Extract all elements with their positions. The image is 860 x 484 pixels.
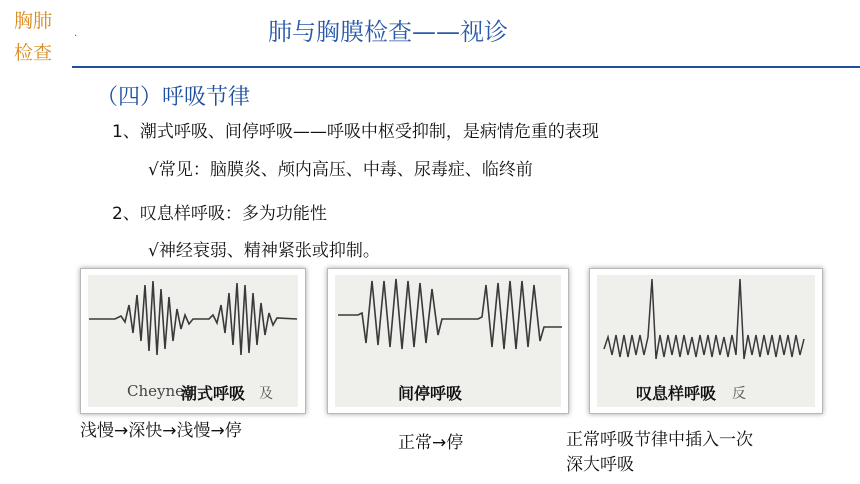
figure-cheyne-stokes xyxy=(80,268,306,414)
page-title: 肺与胸膜检查——视诊 xyxy=(268,18,508,46)
point-2: 2、叹息样呼吸：多为功能性 xyxy=(112,204,327,224)
waveform-line xyxy=(338,279,562,349)
corner-label-line2[interactable]: 检查 xyxy=(14,42,53,64)
figure-3-suffix: 反 xyxy=(732,386,746,402)
title-divider xyxy=(72,66,860,68)
figure-1-prefix: Cheyne xyxy=(127,382,185,400)
figure-1-description: 浅慢→深快→浅慢→停 xyxy=(80,421,242,441)
corner-label-line1[interactable]: 胸肺 xyxy=(14,10,53,32)
figure-1-suffix: 及 xyxy=(259,386,273,402)
corner-dot: . xyxy=(74,28,78,39)
point-1: 1、潮式呼吸、间停呼吸——呼吸中枢受抑制，是病情危重的表现 xyxy=(112,122,599,142)
figure-biot xyxy=(327,268,569,414)
figure-3-caption: 叹息样呼吸 xyxy=(636,384,717,403)
section-heading: （四）呼吸节律 xyxy=(96,85,251,110)
figure-3-description-line2: 深大呼吸 xyxy=(566,455,634,475)
waveform-line xyxy=(89,281,297,355)
figure-sighing xyxy=(589,268,823,414)
figure-2-caption: 间停呼吸 xyxy=(398,384,463,403)
figure-2-description: 正常→停 xyxy=(398,433,464,453)
figure-1-caption: 潮式呼吸 xyxy=(181,384,246,403)
figure-3-description-line1: 正常呼吸节律中插入一次 xyxy=(566,430,753,450)
point-1-note: √常见：脑膜炎、颅内高压、中毒、尿毒症、临终前 xyxy=(148,160,533,180)
point-2-note: √神经衰弱、精神紧张或抑制。 xyxy=(148,241,380,261)
waveform-line xyxy=(604,279,804,359)
